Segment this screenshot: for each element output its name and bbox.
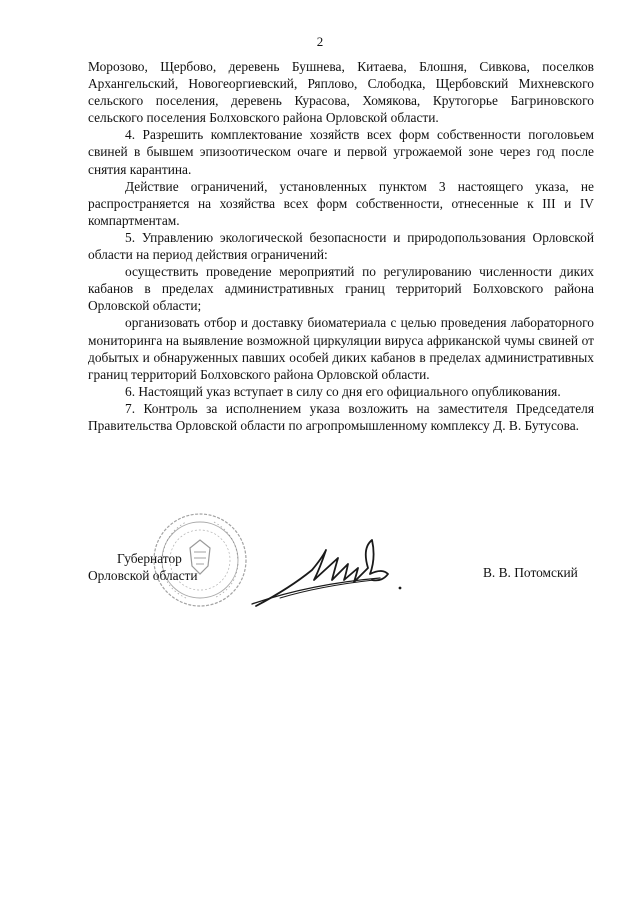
document-body	[88, 58, 594, 434]
line: осуществить проведение мероприятий по регулированию численности	[125, 264, 552, 280]
line: 6. Настоящий указ вступает в силу со дня его официального	[125, 383, 469, 399]
line: Действие ограничений, установленных пунктом 3 настоящего указа,	[125, 178, 569, 194]
line: кабанов в пределах административных границ территорий Болховского	[88, 349, 594, 382]
signer-position-line-2: Орловской области	[88, 568, 198, 583]
line: лабораторного мониторинга на выявление возможной циркуляции вируса	[88, 315, 594, 348]
paragraph-3	[88, 178, 594, 229]
line: зоне через год после снятия карантина.	[88, 144, 595, 177]
line: диких кабанов в пределах административных границ территорий Болховского	[88, 264, 594, 297]
handwritten-signature-icon	[250, 528, 410, 608]
paragraph-2	[88, 126, 594, 177]
line: района Орловской области;	[88, 281, 594, 314]
line: 5. Управлению экологической безопасности и природопользования	[125, 229, 526, 245]
line: не распространяется на хозяйства всех форм собственности, отнесенные	[88, 178, 594, 211]
paragraph-7	[88, 383, 594, 400]
signature-block	[0, 508, 640, 618]
line: района Орловской области.	[273, 366, 430, 382]
line: поголовьем свиней в бывшем эпизоотическом очаге и первой угрожаемой	[88, 127, 594, 160]
paragraph-8	[88, 400, 594, 434]
line: 4. Разрешить комплектование хозяйств всех форм собственности	[125, 127, 521, 143]
signer-position-line-1: Губернатор	[117, 551, 182, 566]
paragraph-6	[88, 314, 594, 382]
signer-name: В. В. Потомский	[483, 565, 578, 580]
paragraph-1	[88, 58, 594, 126]
line: африканской чумы свиней от добытых и обнаруженных павших особей диких	[88, 332, 594, 365]
line: комплексу Д. В. Бутусова.	[430, 417, 580, 433]
paragraph-4	[88, 229, 594, 263]
line: Михневского сельского поселения, деревень Курасова, Хомякова, Крутогорье	[88, 76, 594, 109]
line: Морозово, Щербово, деревень Бушнева, Китаева, Блошня, Сивкова, поселков	[88, 59, 594, 74]
line: Председателя Правительства Орловской области по агропромышленному	[88, 400, 594, 433]
line: Орловской области на период действия ограничений:	[88, 229, 594, 263]
line: Багриновского сельского поселения Болховского района Орловской области.	[88, 93, 594, 126]
line: Архангельский, Новогеоргиевский, Ряплово, Слободка, Щербовский	[88, 76, 509, 92]
line: к III и IV компартментам.	[88, 195, 594, 228]
line: 7. Контроль за исполнением указа возложить на заместителя	[125, 400, 508, 416]
page-number: 2	[316, 34, 324, 49]
paragraph-5	[88, 263, 594, 314]
line: опубликования.	[471, 383, 561, 399]
line: организовать отбор и доставку биоматериала с целью проведения	[125, 315, 507, 331]
